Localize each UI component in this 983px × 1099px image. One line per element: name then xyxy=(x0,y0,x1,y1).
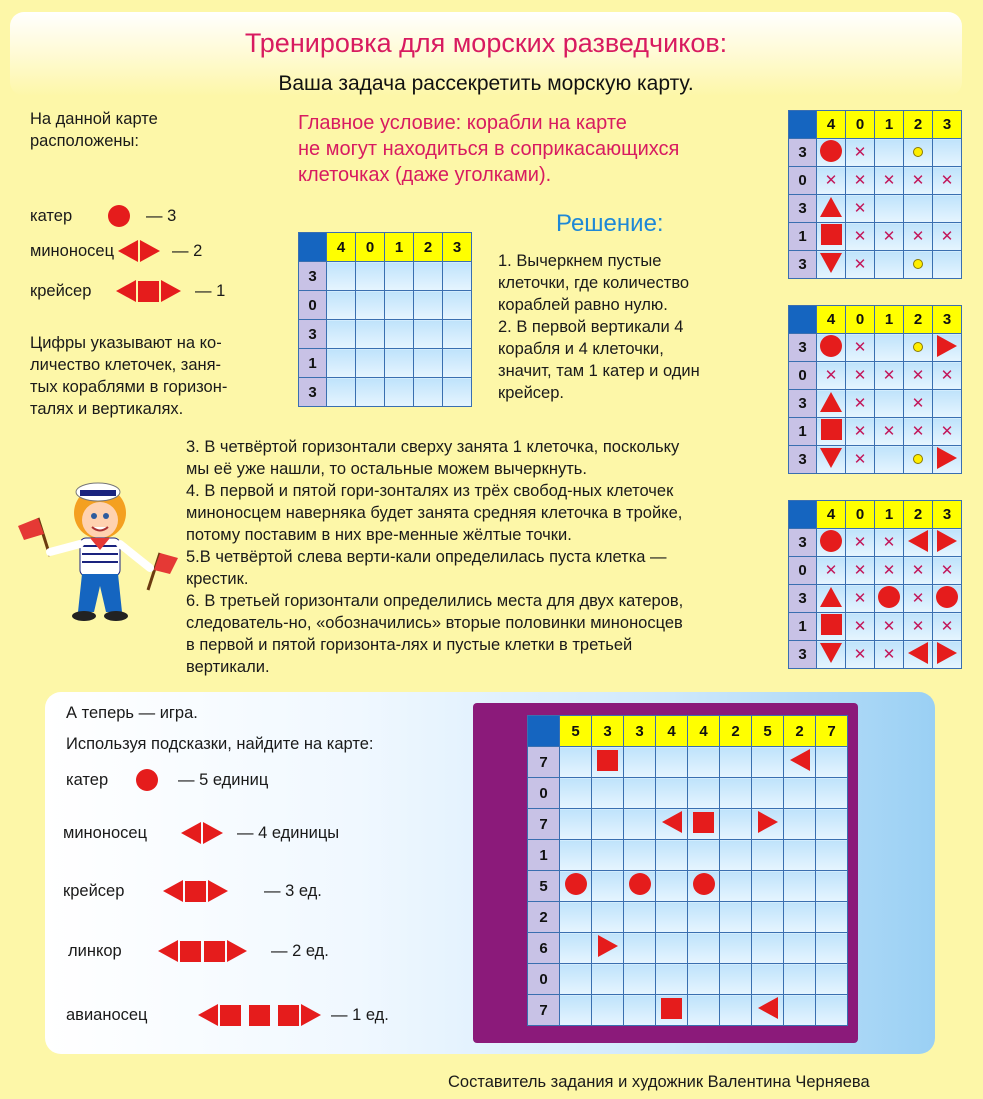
destroyer-left-icon xyxy=(118,240,138,262)
row-header: 3 xyxy=(299,320,327,349)
game-map-grid: 5 3 3 4 4 2 5 2 7 7 0 7 1 5 2 6 0 7 xyxy=(527,715,848,1026)
col-header: 1 xyxy=(385,233,414,262)
grid-cell xyxy=(414,262,443,291)
grid-cell xyxy=(327,378,356,407)
step-grid-1: 4 0 1 2 3 3 ✕ 0 ✕ ✕ ✕ ✕ ✕ 3 ✕ 1 ✕ ✕ ✕ ✕ 3 ✕ xyxy=(788,110,962,279)
grid-cell xyxy=(385,262,414,291)
grid-cell xyxy=(443,378,472,407)
boat-icon xyxy=(820,140,842,162)
legend-boat: катер — 3 xyxy=(30,205,176,227)
step-grid-2: 4 0 1 2 3 3 ✕ 0 ✕ ✕ ✕ ✕ ✕ 3 ✕ ✕ 1 ✕ ✕ ✕ ✕ 3 ✕ xyxy=(788,305,962,474)
empty-map-grid xyxy=(298,232,472,407)
grid-cell xyxy=(443,349,472,378)
row-header: 1 xyxy=(299,349,327,378)
grid-cell xyxy=(356,320,385,349)
grid-cell xyxy=(414,349,443,378)
grid-cell xyxy=(327,320,356,349)
grid-cell xyxy=(327,291,356,320)
triangle-up-icon xyxy=(820,197,842,217)
cruiser-mid-icon xyxy=(138,281,159,302)
bottom-legend-battleship: линкор — 2 ед. xyxy=(68,940,329,962)
digits-note: Цифры указывают на ко- личество клеточек, заня- тых кораблями в горизон- талях и вертикалях. xyxy=(30,334,228,418)
col-header: 2 xyxy=(414,233,443,262)
grid-cell xyxy=(443,291,472,320)
grid-cell xyxy=(385,291,414,320)
boat-icon xyxy=(108,205,130,227)
row-header: 3 xyxy=(299,262,327,291)
main-condition: Главное условие: корабли на карте не могут находиться в соприкасающихся клеточках (даже уголками). xyxy=(298,112,680,186)
grid-cell xyxy=(385,378,414,407)
boat-icon xyxy=(136,769,158,791)
bottom-legend-cruiser: крейсер — 3 ед. xyxy=(63,880,322,902)
grid-cell xyxy=(356,262,385,291)
bottom-legend-destroyer: миноносец — 4 единицы xyxy=(63,822,339,844)
grid-cell xyxy=(414,378,443,407)
cruiser-right-icon xyxy=(161,280,181,302)
solution-steps-1-2: 1. Вычеркнем пустые клеточки, где количество кораблей равно нулю. 2. В первой вертикали 4 корабля и 4 клеточки, значит, там 1 катер и один крейсер. xyxy=(498,252,700,402)
grid-cell xyxy=(356,291,385,320)
solution-steps-3-6: 3. В четвёртой горизонтали сверху занята 1 клеточка, поскольку мы её уже нашли, то остальные можем вычеркнуть. 4. В первой и пятой гори-зонталях из трёх свобод-ных клеточек миноносцем наверняка будет занята средняя клеточка в тройке, потому поставим в них вре-менные жёлтые точки. 5.В четвёртой слева верти-кали определилась пуста клетка — крестик. 6. В третьей горизонтали определились места для двух катеров, следователь-но, «обозначились» вторые половинки миноносцев в первой и пятой горизонта-лях и пустые клетки в третьей вертикали. xyxy=(186,438,684,676)
legend-destroyer: миноносец — 2 xyxy=(30,240,202,262)
bottom-legend-carrier: авианосец — 1 ед. xyxy=(66,1004,389,1026)
destroyer-left-icon xyxy=(181,822,201,844)
col-header: 0 xyxy=(356,233,385,262)
row-header: 3 xyxy=(299,378,327,407)
page-title: Тренировка для морских разведчиков: xyxy=(244,28,728,58)
sailor-boy-illustration xyxy=(10,478,180,628)
square-icon xyxy=(821,224,842,245)
yellow-dot-icon xyxy=(913,147,923,157)
step-grid-3: 4 0 1 2 3 3 ✕ ✕ 0 ✕ ✕ ✕ ✕ ✕ 3 ✕ ✕ 1 ✕ ✕ ✕ ✕ 3 ✕ ✕ xyxy=(788,500,962,669)
destroyer-right-icon xyxy=(203,822,223,844)
grid-corner xyxy=(299,233,327,262)
grid-cell xyxy=(356,378,385,407)
game-instruction: Используя подсказки, найдите на карте: xyxy=(66,735,374,753)
grid-cell xyxy=(443,262,472,291)
grid-cell xyxy=(414,320,443,349)
header-banner xyxy=(10,12,962,96)
grid-cell xyxy=(327,262,356,291)
page-subtitle: Ваша задача рассекретить морскую карту. xyxy=(278,72,694,95)
cross-mark: ✕ xyxy=(846,139,875,167)
col-header: 3 xyxy=(443,233,472,262)
grid-cell xyxy=(356,349,385,378)
cruiser-left-icon xyxy=(116,280,136,302)
grid-cell xyxy=(414,291,443,320)
grid-cell xyxy=(385,349,414,378)
col-header: 4 xyxy=(327,233,356,262)
triangle-down-icon xyxy=(820,253,842,273)
legend-cruiser: крейсер — 1 xyxy=(30,280,225,302)
grid-cell xyxy=(443,320,472,349)
credit-line: Составитель задания и художник Валентина Черняева xyxy=(448,1073,870,1091)
bottom-legend-boat: катер — 5 единиц xyxy=(66,769,268,791)
grid-cell xyxy=(385,320,414,349)
solution-heading: Решение: xyxy=(556,210,664,237)
destroyer-right-icon xyxy=(140,240,160,262)
row-header: 0 xyxy=(299,291,327,320)
game-intro: А теперь — игра. xyxy=(66,704,198,722)
grid-cell xyxy=(327,349,356,378)
intro-text: На данной карте расположены: xyxy=(30,110,158,150)
